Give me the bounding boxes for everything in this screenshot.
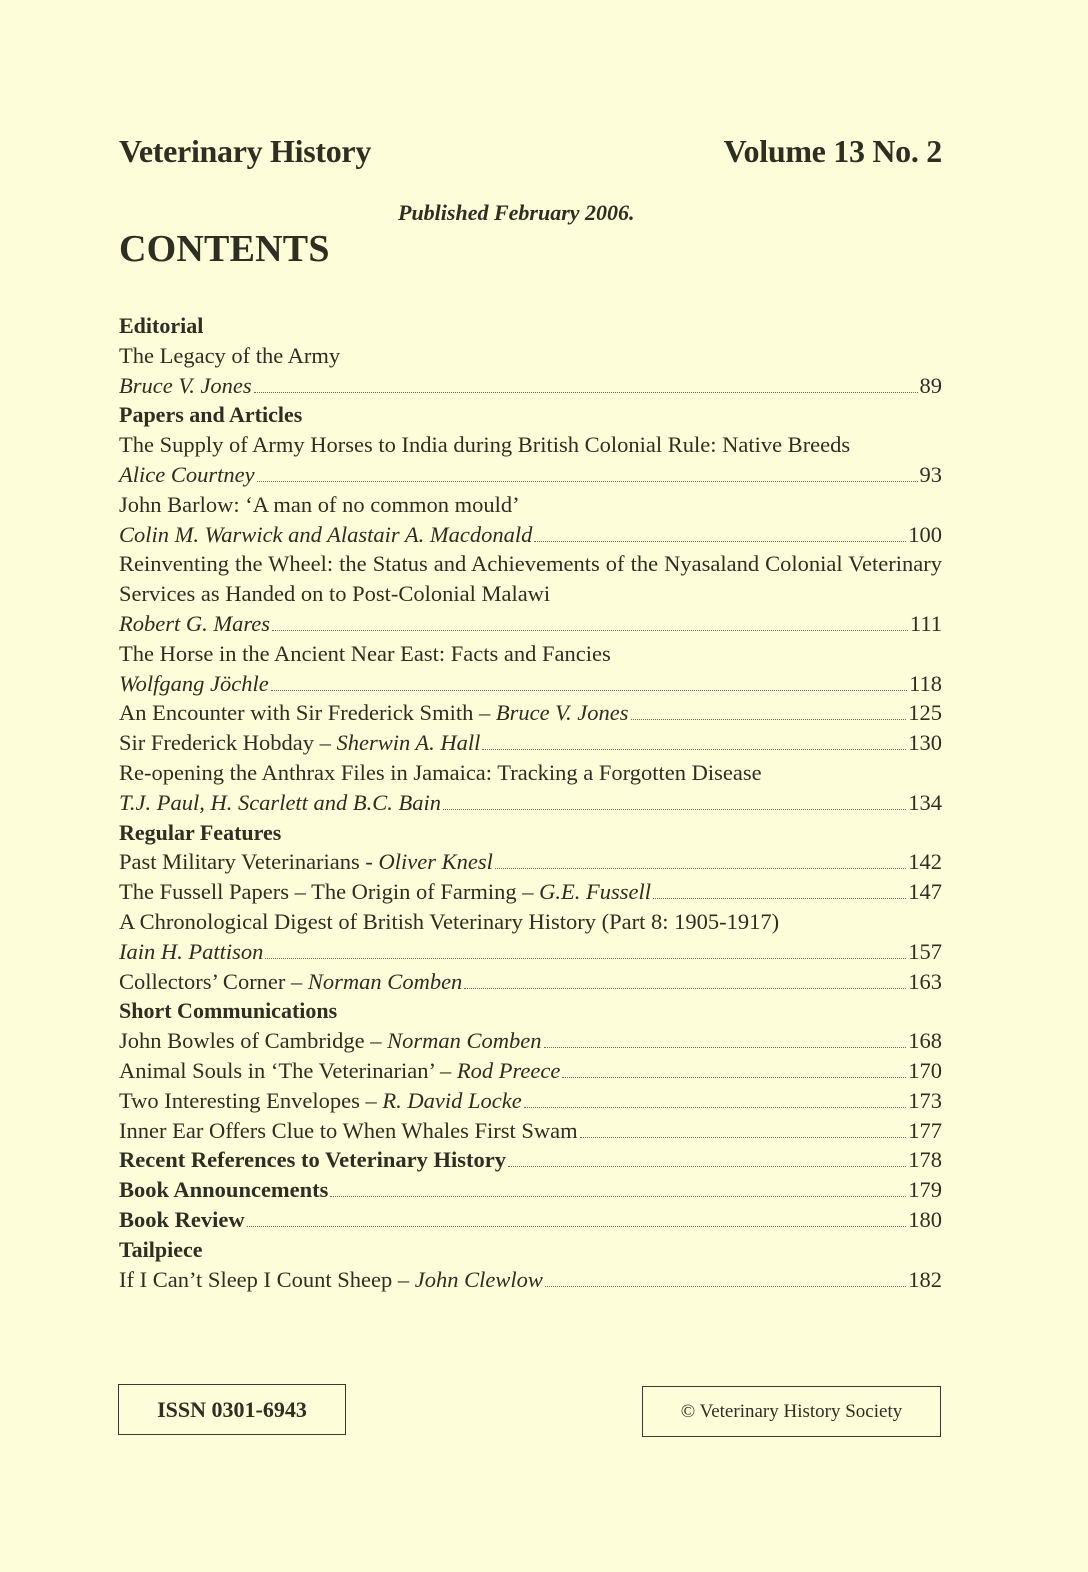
page-number: 89 [919,372,942,398]
entry-title: The Horse in the Ancient Near East: Facts and Fancies [119,640,611,666]
entry-title: Book Review [119,1206,245,1232]
entry-title: If I Can’t Sleep I Count Sheep – [119,1266,415,1292]
page-number: 93 [919,461,942,487]
entry-author: Bruce V. Jones [119,372,252,398]
toc-entry[interactable] [119,967,942,997]
toc-entry[interactable] [119,1056,942,1086]
copyright-text: © Veterinary History Society [680,1400,903,1422]
page-number: 134 [908,789,942,815]
dot-leader [247,1225,907,1227]
page-number: 118 [909,670,942,696]
entry-title: Book Announcements [119,1177,329,1203]
toc-entry-book-review[interactable] [119,1205,942,1235]
entry-title: Inner Ear Offers Clue to When Whales First Swam [119,1117,578,1143]
page-number: 179 [908,1177,942,1203]
section-heading-short-communications: Short Communications [119,998,338,1024]
dot-leader [272,629,908,631]
entry-title: Re-opening the Anthrax Files in Jamaica: Tracking a Forgotten Disease [119,759,762,785]
issn-box [118,1384,346,1435]
section-heading-tailpiece: Tailpiece [119,1236,203,1262]
section-heading-editorial: Editorial [119,313,204,338]
entry-author: Colin M. Warwick and Alastair A. Macdonald [119,521,533,547]
entry-title: The Legacy of the Army [119,342,341,368]
page-number: 147 [908,879,942,905]
toc-entry[interactable] [119,1116,942,1146]
contents-heading: CONTENTS [119,228,330,270]
entry-title: Sir Frederick Hobday – [119,730,337,756]
entry-author: Alice Courtney [119,461,255,487]
entry-title: Reinventing the Wheel: the Status and Achievements of the Nyasaland Colonial Veterinary Services as Handed on to Post-Colonial Malawi [119,551,942,607]
entry-author: Iain H. Pattison [119,938,264,964]
toc-entry[interactable] [119,1265,942,1295]
entry-title: Animal Souls in ‘The Veterinarian’ – [119,1057,457,1083]
dot-leader [580,1136,907,1138]
toc-entry-book-announcements[interactable] [119,1175,942,1205]
dot-leader [464,987,906,989]
dot-leader [265,957,906,959]
published-date: Published February 2006. [398,200,635,225]
toc-entry[interactable] [119,669,942,699]
entry-title: An Encounter with Sir Frederick Smith – [119,700,496,726]
toc-entry[interactable] [119,609,942,639]
entry-author: T.J. Paul, H. Scarlett and B.C. Bain [119,789,442,815]
toc-entry[interactable] [119,877,942,907]
dot-leader [482,748,906,750]
issn-text: ISSN 0301-6943 [157,1396,307,1422]
page-number: 125 [908,700,942,726]
dot-leader [545,1285,906,1287]
toc-entry[interactable] [119,1026,942,1056]
journal-title: Veterinary History [119,133,372,169]
toc-entry[interactable] [119,520,942,550]
entry-author: Sherwin A. Hall [336,730,481,756]
entry-author: Wolfgang Jöchle [119,670,269,696]
entry-title: A Chronological Digest of British Veterinary History (Part 8: 1905-1917) [119,908,780,934]
page-number: 157 [908,938,942,964]
toc-entry-recent-references[interactable] [119,1145,942,1175]
dot-leader [254,391,918,393]
toc-entry[interactable] [119,937,942,967]
toc-entry[interactable] [119,371,942,401]
toc-entry[interactable] [119,847,942,877]
entry-author: Norman Comben [387,1028,542,1054]
dot-leader [653,897,906,899]
dot-leader [534,540,906,542]
toc-entry[interactable] [119,728,942,758]
dot-leader [330,1195,906,1197]
entry-title: Recent References to Veterinary History [119,1147,506,1173]
toc-entry[interactable] [119,788,942,818]
page-number: 177 [908,1117,942,1143]
entry-title: Two Interesting Envelopes – [119,1087,383,1113]
copyright-box [642,1386,941,1437]
page-number: 182 [908,1266,942,1292]
toc-entry[interactable] [119,1086,942,1116]
dot-leader [524,1106,907,1108]
entry-author: Norman Comben [307,968,463,994]
entry-author: Robert G. Mares [119,610,271,636]
table-of-contents [119,311,942,1294]
section-heading-papers: Papers and Articles [119,402,303,428]
entry-title: The Supply of Army Horses to India during British Colonial Rule: Native Breeds [119,432,851,458]
entry-author: Rod Preece [456,1057,561,1083]
section-heading-regular-features: Regular Features [119,819,282,845]
page-number: 173 [908,1087,942,1113]
page-number: 100 [908,521,942,547]
page-number: 111 [909,610,942,636]
page-number: 180 [908,1206,942,1232]
page-number: 163 [908,968,942,994]
toc-entry[interactable] [119,460,942,490]
page-number: 142 [908,849,942,875]
dot-leader [562,1076,906,1078]
entry-author: Bruce V. Jones [495,700,629,726]
dot-leader [544,1046,907,1048]
entry-title: The Fussell Papers – The Origin of Farming – [119,879,540,905]
entry-title: Collectors’ Corner – [119,968,308,994]
dot-leader [257,480,918,482]
dot-leader [508,1165,906,1167]
page-number: 178 [908,1147,942,1173]
dot-leader [443,808,906,810]
page-number: 168 [908,1028,942,1054]
toc-entry[interactable] [119,698,942,728]
page-header [119,133,942,170]
entry-title: John Barlow: ‘A man of no common mould’ [119,491,520,517]
dot-leader [495,867,906,869]
entry-author: Oliver Knesl [378,849,493,875]
entry-author: John Clewlow [414,1266,543,1292]
entry-title: John Bowles of Cambridge – [119,1028,388,1054]
page-number: 170 [908,1057,942,1083]
entry-author: G.E. Fussell [539,879,652,905]
entry-author: R. David Locke [382,1087,522,1113]
page-number: 130 [908,730,942,756]
volume-number: Volume 13 No. 2 [723,133,942,169]
dot-leader [631,718,907,720]
dot-leader [271,689,907,691]
entry-title: Past Military Veterinarians - [119,849,379,875]
